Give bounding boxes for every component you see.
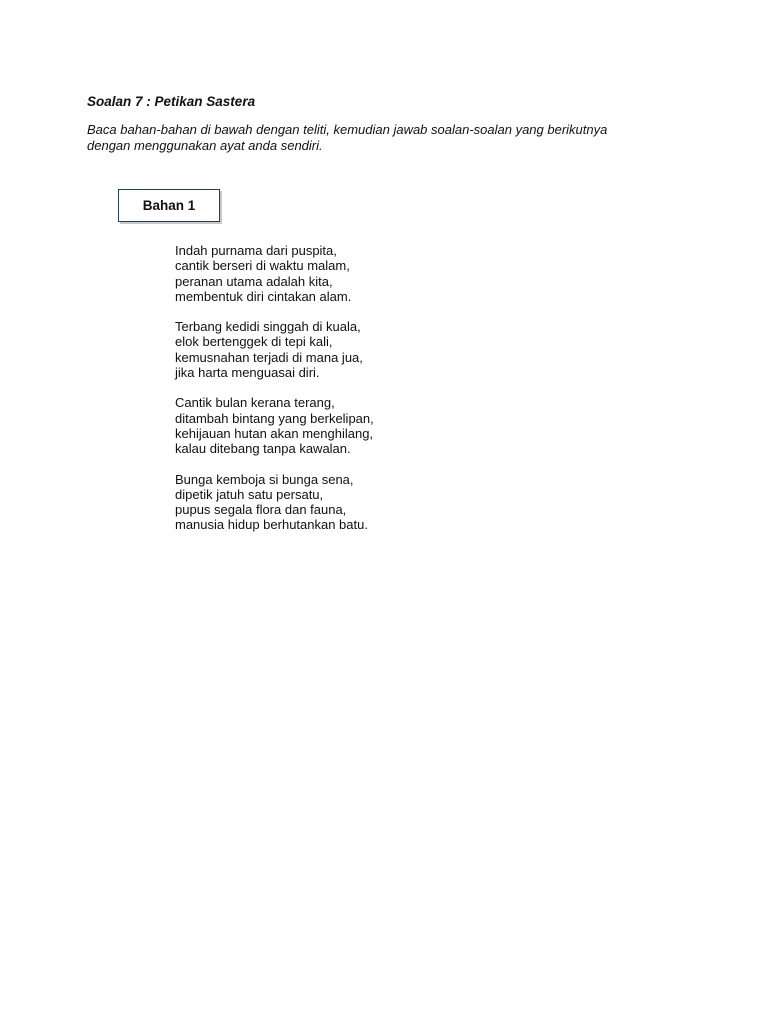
poem-stanza bbox=[175, 243, 374, 304]
poem-line: kemusnahan terjadi di mana jua, bbox=[175, 349, 363, 365]
poem-line: Indah purnama dari puspita, bbox=[175, 243, 337, 258]
poem-line: kehijauan hutan akan menghilang, bbox=[175, 425, 374, 441]
poem-line: jika harta menguasai diri. bbox=[175, 365, 320, 381]
poem-line: dipetik jatuh satu persatu, bbox=[175, 486, 324, 502]
poem-line: cantik berseri di waktu malam, bbox=[175, 258, 350, 274]
poem-stanza bbox=[175, 472, 374, 533]
instructions-paragraph bbox=[87, 122, 687, 154]
poem-line: elok bertenggek di tepi kali, bbox=[175, 334, 333, 350]
poem-line: kalau ditebang tanpa kawalan. bbox=[175, 441, 351, 457]
poem-line: Bunga kemboja si bunga sena, bbox=[175, 471, 354, 487]
question-heading: Soalan 7 : Petikan Sastera bbox=[87, 94, 256, 109]
poem-line: peranan utama adalah kita, bbox=[175, 273, 333, 289]
poem-line: manusia hidup berhutankan batu. bbox=[175, 517, 368, 533]
material-label-box bbox=[118, 189, 220, 222]
poem-line: ditambah bintang yang berkelipan, bbox=[175, 410, 374, 426]
poem bbox=[175, 243, 374, 548]
poem-line: Terbang kedidi singgah di kuala, bbox=[175, 319, 361, 335]
poem-line: membentuk diri cintakan alam. bbox=[175, 288, 352, 304]
instructions-line: Baca bahan-bahan di bawah dengan teliti, kemudian jawab soalan-soalan yang berikutnya bbox=[87, 122, 608, 137]
poem-stanza bbox=[175, 319, 374, 380]
poem-line: pupus segala flora dan fauna, bbox=[175, 502, 347, 518]
poem-line: Cantik bulan kerana terang, bbox=[175, 395, 335, 411]
instructions-line: dengan menggunakan ayat anda sendiri. bbox=[87, 138, 323, 153]
material-label: Bahan 1 bbox=[142, 198, 196, 213]
poem-stanza bbox=[175, 395, 374, 456]
